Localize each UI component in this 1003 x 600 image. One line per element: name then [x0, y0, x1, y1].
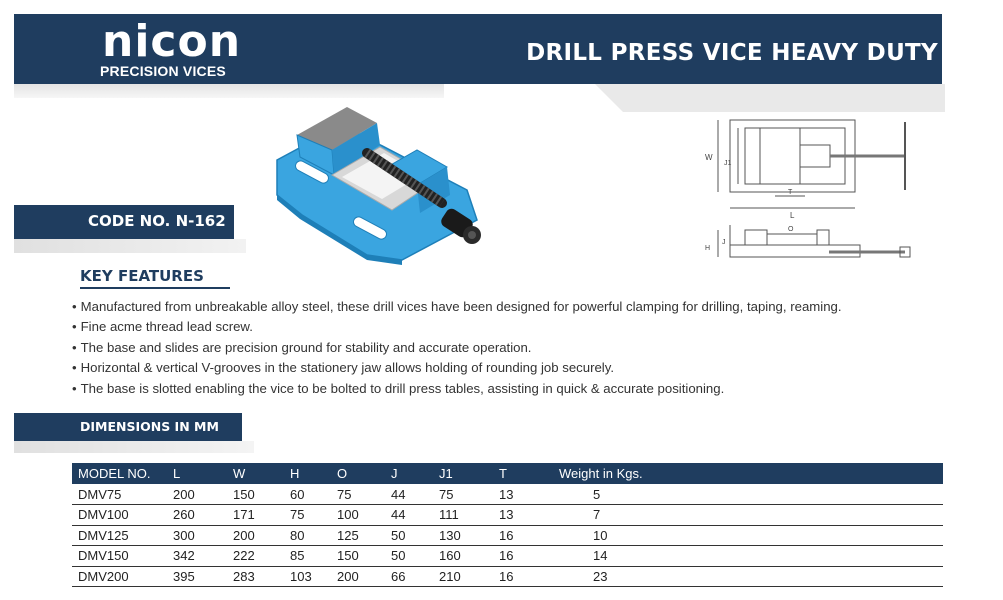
- feature-item: • Horizontal & vertical V-grooves in the stationery jaw allows holding of rounding job securely.: [72, 358, 842, 378]
- table-cell: 300: [167, 525, 227, 546]
- table-cell: DMV200: [72, 566, 167, 587]
- column-header: L: [167, 463, 227, 484]
- table-cell: 75: [331, 484, 385, 505]
- dim-label-o: O: [788, 226, 794, 233]
- dim-label-l: L: [790, 211, 795, 220]
- dim-label-t: T: [788, 189, 793, 196]
- table-cell: 200: [167, 484, 227, 505]
- table-cell: DMV125: [72, 525, 167, 546]
- feature-item: • Fine acme thread lead screw.: [72, 317, 842, 337]
- table-cell: 16: [493, 566, 553, 587]
- table-row: [72, 484, 943, 505]
- table-cell: 5: [553, 484, 943, 505]
- dim-label-w: W: [705, 153, 713, 162]
- table-row: [72, 505, 943, 526]
- dimensions-table: [72, 463, 943, 587]
- table-cell: 85: [284, 546, 331, 567]
- table-cell: 16: [493, 525, 553, 546]
- table-cell: 60: [284, 484, 331, 505]
- column-header: W: [227, 463, 284, 484]
- brand-subtitle: PRECISION VICES: [100, 63, 226, 79]
- table-header-row: [72, 463, 943, 484]
- table-cell: 150: [227, 484, 284, 505]
- drill-press-vice-image: [272, 95, 497, 265]
- table-cell: 13: [493, 484, 553, 505]
- table-cell: 14: [553, 546, 943, 567]
- table-cell: 23: [553, 566, 943, 587]
- table-row: [72, 566, 943, 587]
- table-cell: 100: [331, 505, 385, 526]
- table-cell: 16: [493, 546, 553, 567]
- table-cell: 44: [385, 484, 433, 505]
- page-title: DRILL PRESS VICE HEAVY DUTY: [526, 40, 938, 66]
- column-header: H: [284, 463, 331, 484]
- table-cell: 44: [385, 505, 433, 526]
- dim-label-j: J: [722, 239, 726, 246]
- table-cell: 160: [433, 546, 493, 567]
- table-cell: 260: [167, 505, 227, 526]
- feature-item: • The base is slotted enabling the vice to be bolted to drill press tables, assisting in quick & accurate positioning.: [72, 379, 842, 399]
- column-header: O: [331, 463, 385, 484]
- brand-logo: nicon: [102, 16, 242, 67]
- table-cell: 66: [385, 566, 433, 587]
- dimensions-shadow: [14, 441, 254, 453]
- header-shadow-right: [595, 84, 945, 112]
- technical-drawing: [700, 110, 915, 275]
- feature-item: • Manufactured from unbreakable alloy steel, these drill vices have been designed for powerful clamping for drilling, taping, reaming.: [72, 297, 842, 317]
- table-cell: 10: [553, 525, 943, 546]
- table-cell: 150: [331, 546, 385, 567]
- table-cell: 210: [433, 566, 493, 587]
- key-features-title: KEY FEATURES: [80, 267, 204, 285]
- key-features-list: [72, 297, 842, 399]
- table-cell: 200: [227, 525, 284, 546]
- table-row: [72, 525, 943, 546]
- table-cell: 50: [385, 525, 433, 546]
- feature-item: • The base and slides are precision ground for stability and accurate operation.: [72, 338, 842, 358]
- table-cell: DMV75: [72, 484, 167, 505]
- key-features-underline: [80, 287, 230, 289]
- dim-label-j1: J1: [724, 160, 732, 167]
- table-cell: 395: [167, 566, 227, 587]
- table-cell: 200: [331, 566, 385, 587]
- table-cell: 13: [493, 505, 553, 526]
- table-cell: 75: [433, 484, 493, 505]
- column-header: J: [385, 463, 433, 484]
- table-cell: 111: [433, 505, 493, 526]
- column-header: T: [493, 463, 553, 484]
- column-header: Weight in Kgs.: [553, 463, 943, 484]
- dim-label-h: H: [705, 245, 711, 252]
- table-cell: DMV100: [72, 505, 167, 526]
- column-header: MODEL NO.: [72, 463, 167, 484]
- code-number-shadow: [14, 239, 246, 253]
- dimensions-title: DIMENSIONS IN MM: [80, 419, 219, 434]
- table-cell: 222: [227, 546, 284, 567]
- table-cell: 283: [227, 566, 284, 587]
- table-cell: 103: [284, 566, 331, 587]
- table-cell: 130: [433, 525, 493, 546]
- header-banner: [14, 14, 942, 84]
- table-row: [72, 546, 943, 567]
- table-cell: 50: [385, 546, 433, 567]
- column-header: J1: [433, 463, 493, 484]
- table-cell: 125: [331, 525, 385, 546]
- code-number: CODE NO. N-162: [88, 212, 226, 230]
- table-cell: 7: [553, 505, 943, 526]
- table-cell: 80: [284, 525, 331, 546]
- table-cell: DMV150: [72, 546, 167, 567]
- table-cell: 171: [227, 505, 284, 526]
- table-cell: 75: [284, 505, 331, 526]
- table-cell: 342: [167, 546, 227, 567]
